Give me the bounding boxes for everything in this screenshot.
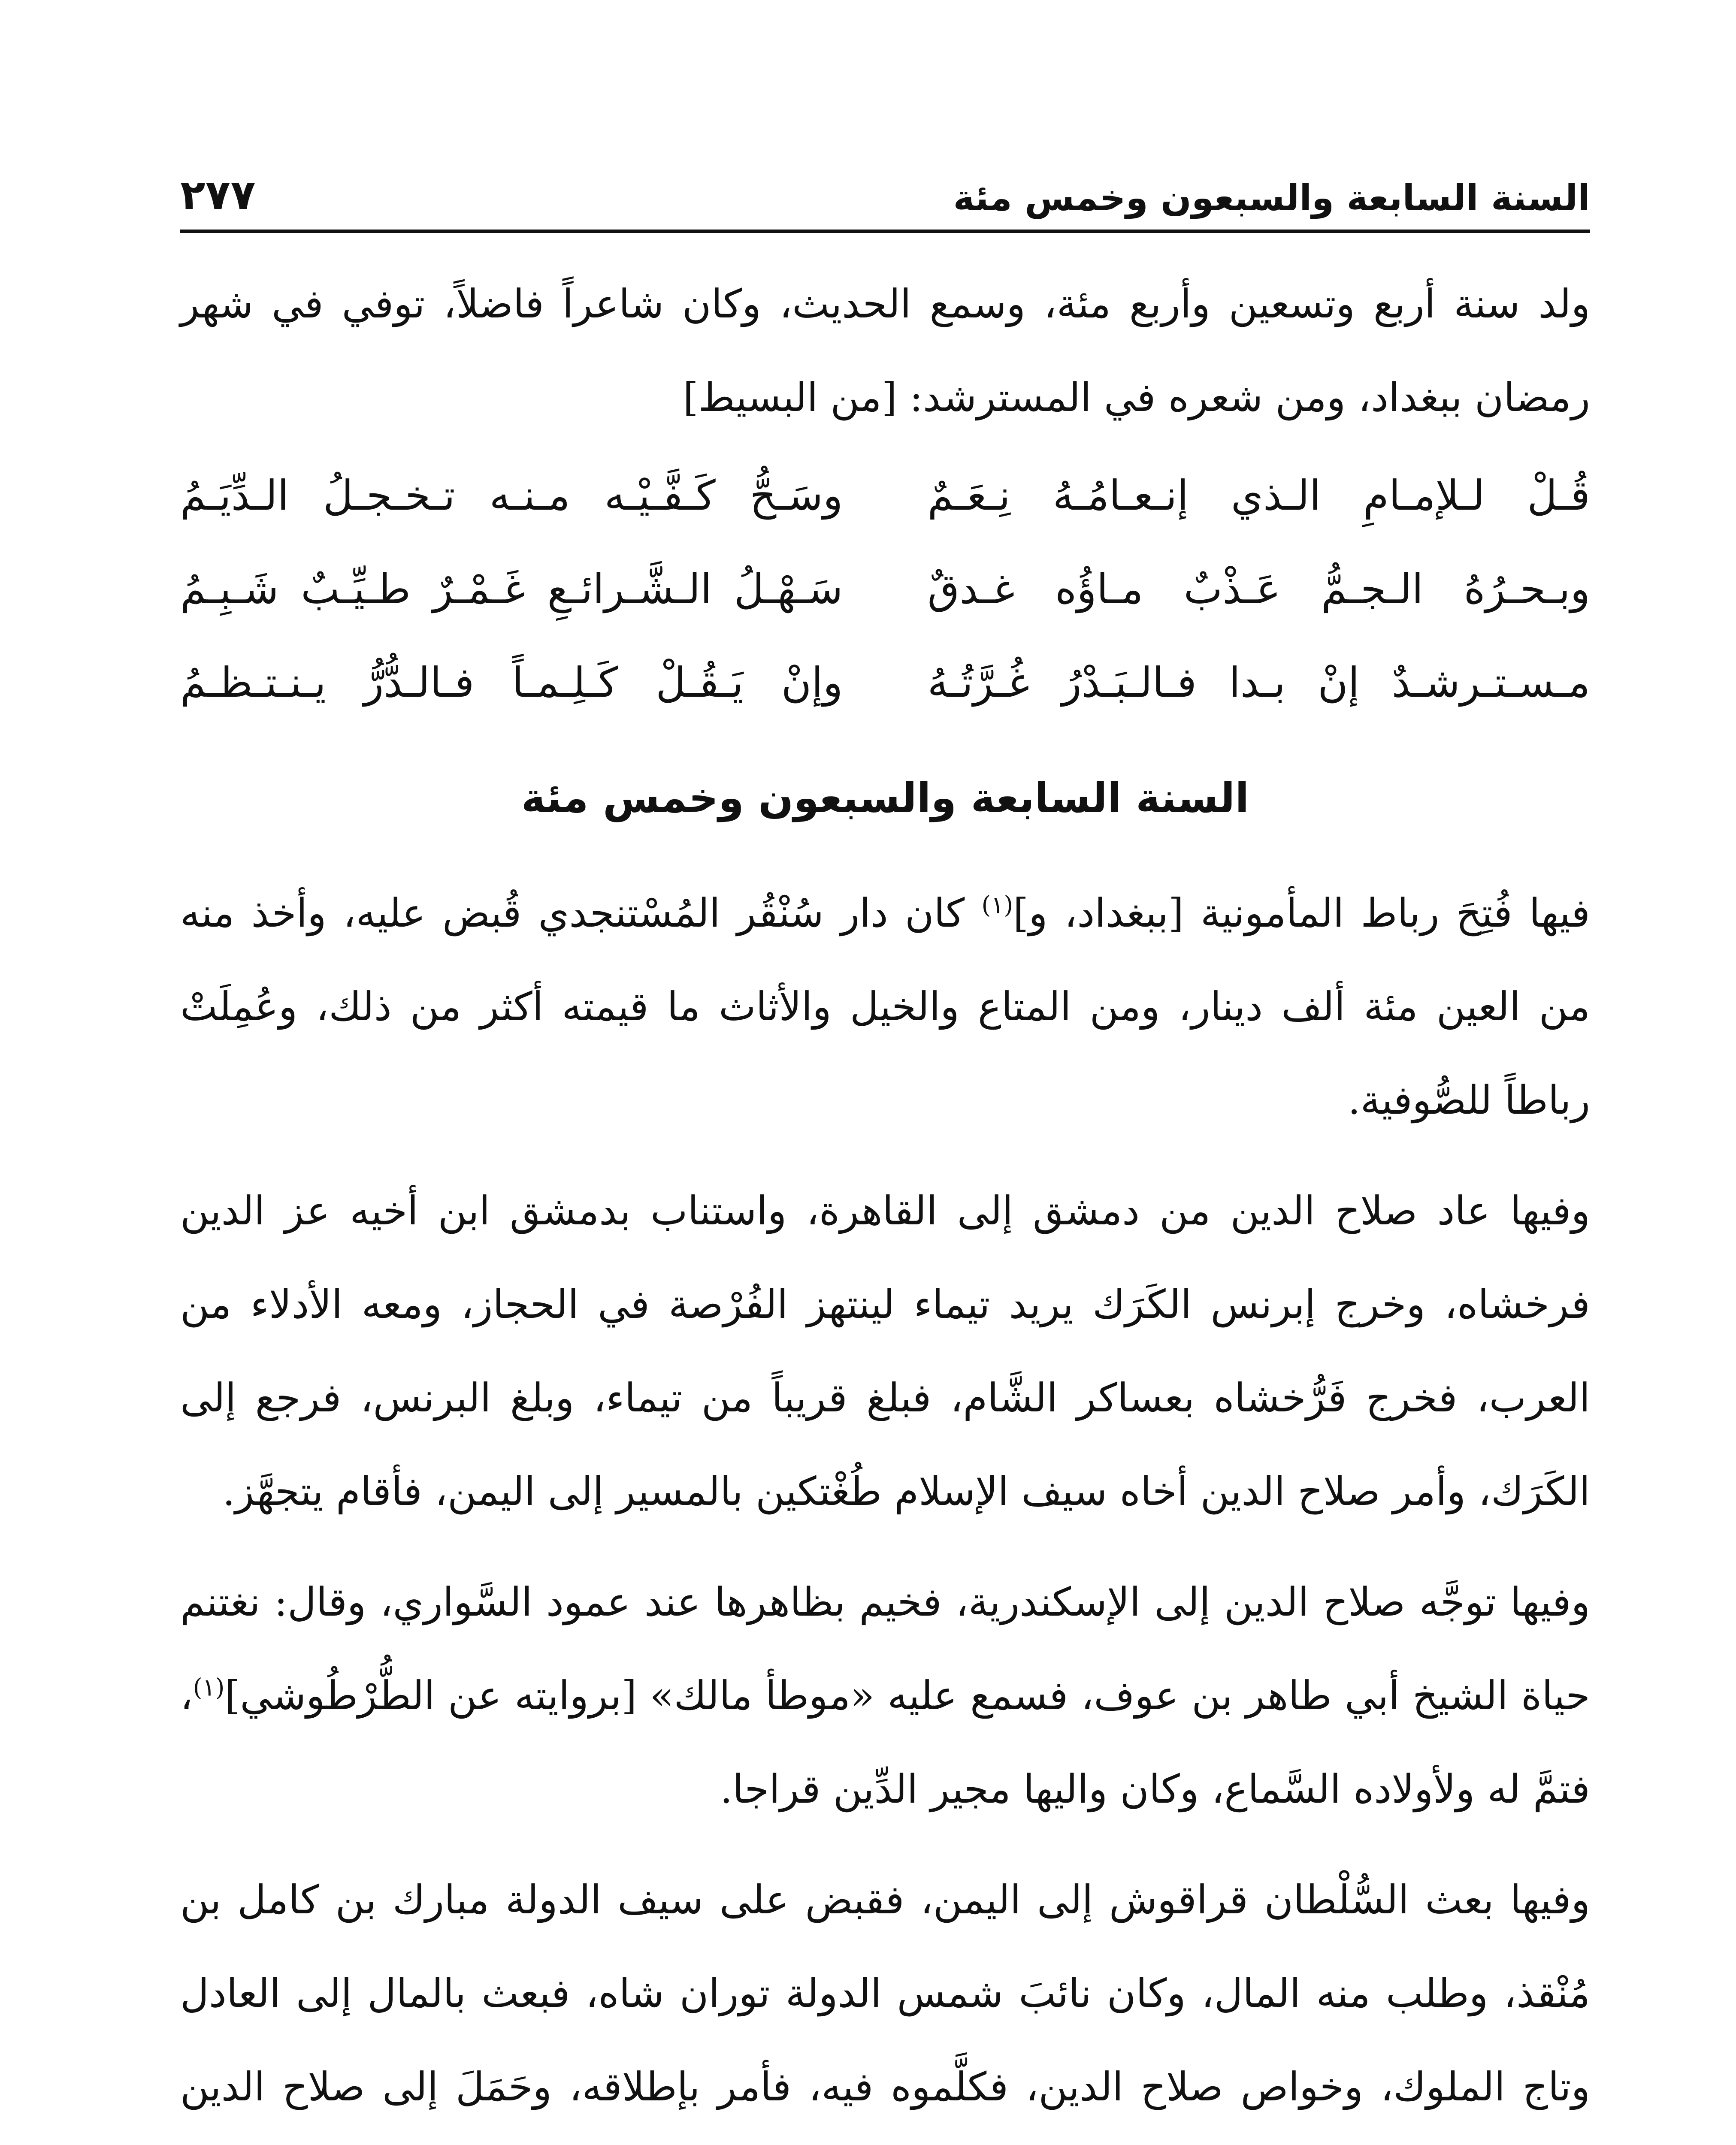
page-number: ٢٧٧ (180, 171, 256, 219)
paragraph-text: ، فتمَّ له ولأولاده السَّماع، وكان واليها مجير الدِّين قراجا. (180, 1673, 1590, 1812)
verse-second-hemistich: وإنْ يَـقُـلْ كَـلِـمـاً فـالـدُّرُّ يـنـتـظـمُ (180, 659, 843, 707)
running-header (180, 154, 1590, 219)
verse-line (180, 636, 1590, 729)
footnote-ref[interactable]: (١) (193, 1674, 225, 1702)
paragraph-text: كان دار سُنْقُر المُسْتنجدي قُبض عليه، وأخذ منه من العين مئة ألف دينار، ومن المتاع والخيل والأثاث ما قيمته أكثر من ذلك، وعُمِلَتْ رباطاً للصُّوفية. (180, 890, 1590, 1123)
verse-second-hemistich: سَـهْـلُ الـشَّـرائـعِ غَـمْـرٌ طـيِّـبٌ شَـبِـمُ (180, 565, 843, 613)
header-rule (180, 230, 1590, 233)
intro-line-2: شهر رمضان ببغداد، ومن شعره في المسترشد: [من البسيط] (180, 281, 1590, 420)
verse-second-hemistich: وسَـحُّ كَـفَّـيْـه مـنـه تـخـجـلُ الـدِّيَـمُ (180, 471, 843, 520)
paragraph-text: وفيها توجَّه صلاح الدين إلى الإسكندرية، فخيم بظاهرها عند عمود السَّواري، وقال: نغتنم حياة الشيخ أبي طاهر بن عوف، فسمع عليه «موطأ مالك» [بروايته عن الطُّرْطُوشي] (180, 1579, 1590, 1719)
running-title: السنة السابعة والسبعون وخمس مئة (953, 177, 1590, 219)
verse-line (180, 449, 1590, 542)
paragraph-text: فيها فُتِحَ رباط المأمونية [ببغداد، و] (1013, 890, 1591, 936)
paragraph-2: وفيها عاد صلاح الدين من دمشق إلى القاهرة، واستناب بدمشق ابن أخيه عز الدين فرخشاه، وخرج إبرنس الكَرَك يريد تيماء لينتهز الفُرْصة في الحجاز، ومعه الأدلاء من العرب، فخرج فَرُّخشاه بعساكر الشَّام، فبلغ قريباً من تيماء، وبلغ البرنس، فرجع إلى الكَرَك، وأمر صلاح الدين أخاه سيف الإسلام طُغْتكين بالمسير إلى اليمن، فأقام يتجهَّز. (180, 1188, 1590, 1514)
verse-first-hemistich: مـسـتـرشـدٌ إنْ بـدا فـالـبَـدْرُ غُـرَّتُـهُ (927, 659, 1590, 707)
verse-first-hemistich: وبـحـرُهُ الـجـمُّ عَـذْبٌ مـاؤُه غـدقٌ (927, 565, 1590, 613)
poem (180, 449, 1590, 729)
main-text (180, 257, 1590, 2145)
paragraph-4: وفيها بعث السُّلْطان قراقوش إلى اليمن، فقبض على سيف الدولة مبارك بن كامل بن مُنْقذ، وطلب منه المال، وكان نائبَ شمس الدولة توران شاه، فبعث بالمال إلى العادل وتاج الملوك، وخواص صلاح الدين، فكلَّموه فيه، فأمر بإطلاقه، وحَمَلَ إلى صلاح الدين (180, 1877, 1590, 2110)
section-heading: السنة السابعة والسبعون وخمس مئة (521, 774, 1249, 822)
intro-paragraph (180, 257, 1590, 444)
intro-line-1: ولد سنة أربع وتسعين وأربع مئة، وسمع الحديث، وكان شاعراً فاضلاً، توفي في (272, 281, 1590, 327)
verse-first-hemistich: قُـلْ لـلإمـامِ الـذي إنـعـامُـهُ نِـعَـمٌ (927, 471, 1590, 520)
paragraph-1 (180, 867, 1590, 1147)
footnote-ref[interactable]: (١) (981, 891, 1013, 919)
verse-line (180, 542, 1590, 636)
paragraph-3 (180, 1556, 1590, 1836)
